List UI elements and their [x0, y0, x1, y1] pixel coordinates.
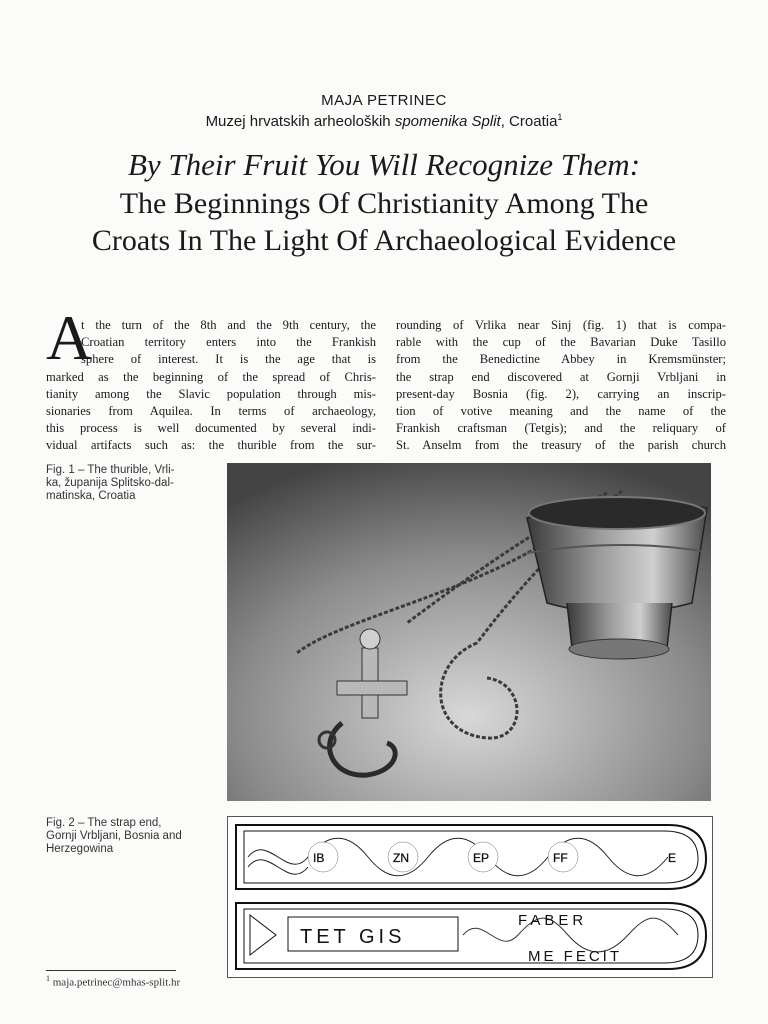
- body-line: St. Anselm from the treasury of the parish church: [396, 438, 726, 453]
- title-line-2: The Beginnings Of Christianity Among The: [119, 187, 649, 220]
- caption-line: Herzegowina: [46, 843, 114, 855]
- body-line: sionaries from Aquilea. In terms of archaeology,: [46, 404, 376, 419]
- body-line: tion of votive meaning and the name of the: [396, 404, 726, 419]
- caption-line: matinska, Croatia: [46, 490, 136, 502]
- body-line: marked as the beginning of the spread of Chris-: [46, 369, 376, 384]
- footnote-marker: 1: [557, 112, 563, 122]
- body-line: t the turn of the 8th and the 9th century, the: [81, 318, 376, 332]
- author-name: MAJA PETRINEC: [321, 92, 447, 109]
- body-line: rounding of Vrlika near Sinj (fig. 1) that is compa-: [396, 318, 726, 332]
- caption-line: Fig. 1 – The thurible, Vrli-: [46, 464, 175, 476]
- affiliation-text: Muzej hrvatskih arheoloških: [205, 113, 395, 130]
- caption-line: Gornji Vrbljani, Bosnia and: [46, 830, 182, 842]
- body-column-left: [46, 317, 376, 455]
- figure-2-caption: [46, 817, 226, 856]
- inscription-letters: EP: [473, 851, 490, 865]
- footnote-number: 1: [46, 974, 50, 983]
- body-line: from the Benedictine Abbey in Kremsmünster;: [396, 352, 726, 367]
- caption-line: Fig. 2 – The strap end,: [46, 817, 162, 829]
- inscription-letters: IB: [313, 851, 325, 865]
- inscription-letters: FF: [553, 851, 568, 865]
- title-line-1: By Their Fruit You Will Recognize Them:: [127, 147, 641, 182]
- footnote: [46, 974, 180, 989]
- strap-end-drawing: [227, 816, 713, 978]
- inscription-faber: FABER: [518, 912, 588, 929]
- affiliation-italic: spomenika Split: [394, 113, 501, 130]
- caption-line: ka, županija Splitsko-dal-: [46, 477, 174, 489]
- figure-1-caption: [46, 464, 226, 503]
- thurible-photo: [227, 463, 711, 801]
- body-line: tianity among the Slavic population through mis-: [46, 386, 376, 401]
- body-line: rable with the cup of the Bavarian Duke Tasillo: [396, 335, 726, 350]
- affiliation: [0, 112, 768, 130]
- body-line: the strap end discovered at Gornji Vrbljani in: [396, 369, 726, 384]
- body-line: Croatian territory enters into the Frankish: [81, 335, 376, 350]
- body-line: vidual artifacts such as: the thurible from the sur-: [46, 438, 376, 453]
- body-line: Frankish craftsman (Tetgis); and the reliquary of: [396, 421, 726, 436]
- affiliation-country: , Croatia: [500, 113, 558, 130]
- title-line-3: Croats In The Light Of Archaeological Evidence: [91, 224, 677, 257]
- strap-end-illustration: [228, 817, 712, 977]
- inscription-letters: ZN: [393, 851, 409, 865]
- body-line: this process is well documented by several indi-: [46, 421, 376, 436]
- inscription-letters: E: [668, 851, 677, 865]
- drop-cap: A: [46, 302, 93, 373]
- footnote-email: maja.petrinec@mhas-split.hr: [52, 976, 181, 989]
- inscription-mefecit: ME FECIT: [528, 948, 622, 965]
- footnote-rule: [46, 970, 176, 971]
- body-line: present-day Bosnia (fig. 2), carrying an inscrip-: [396, 386, 726, 401]
- body-column-right: [396, 317, 726, 455]
- body-line: sphere of interest. It is the age that is: [81, 352, 376, 367]
- inscription-tetgis: TET GIS: [300, 926, 406, 948]
- thurible-illustration: [227, 463, 711, 801]
